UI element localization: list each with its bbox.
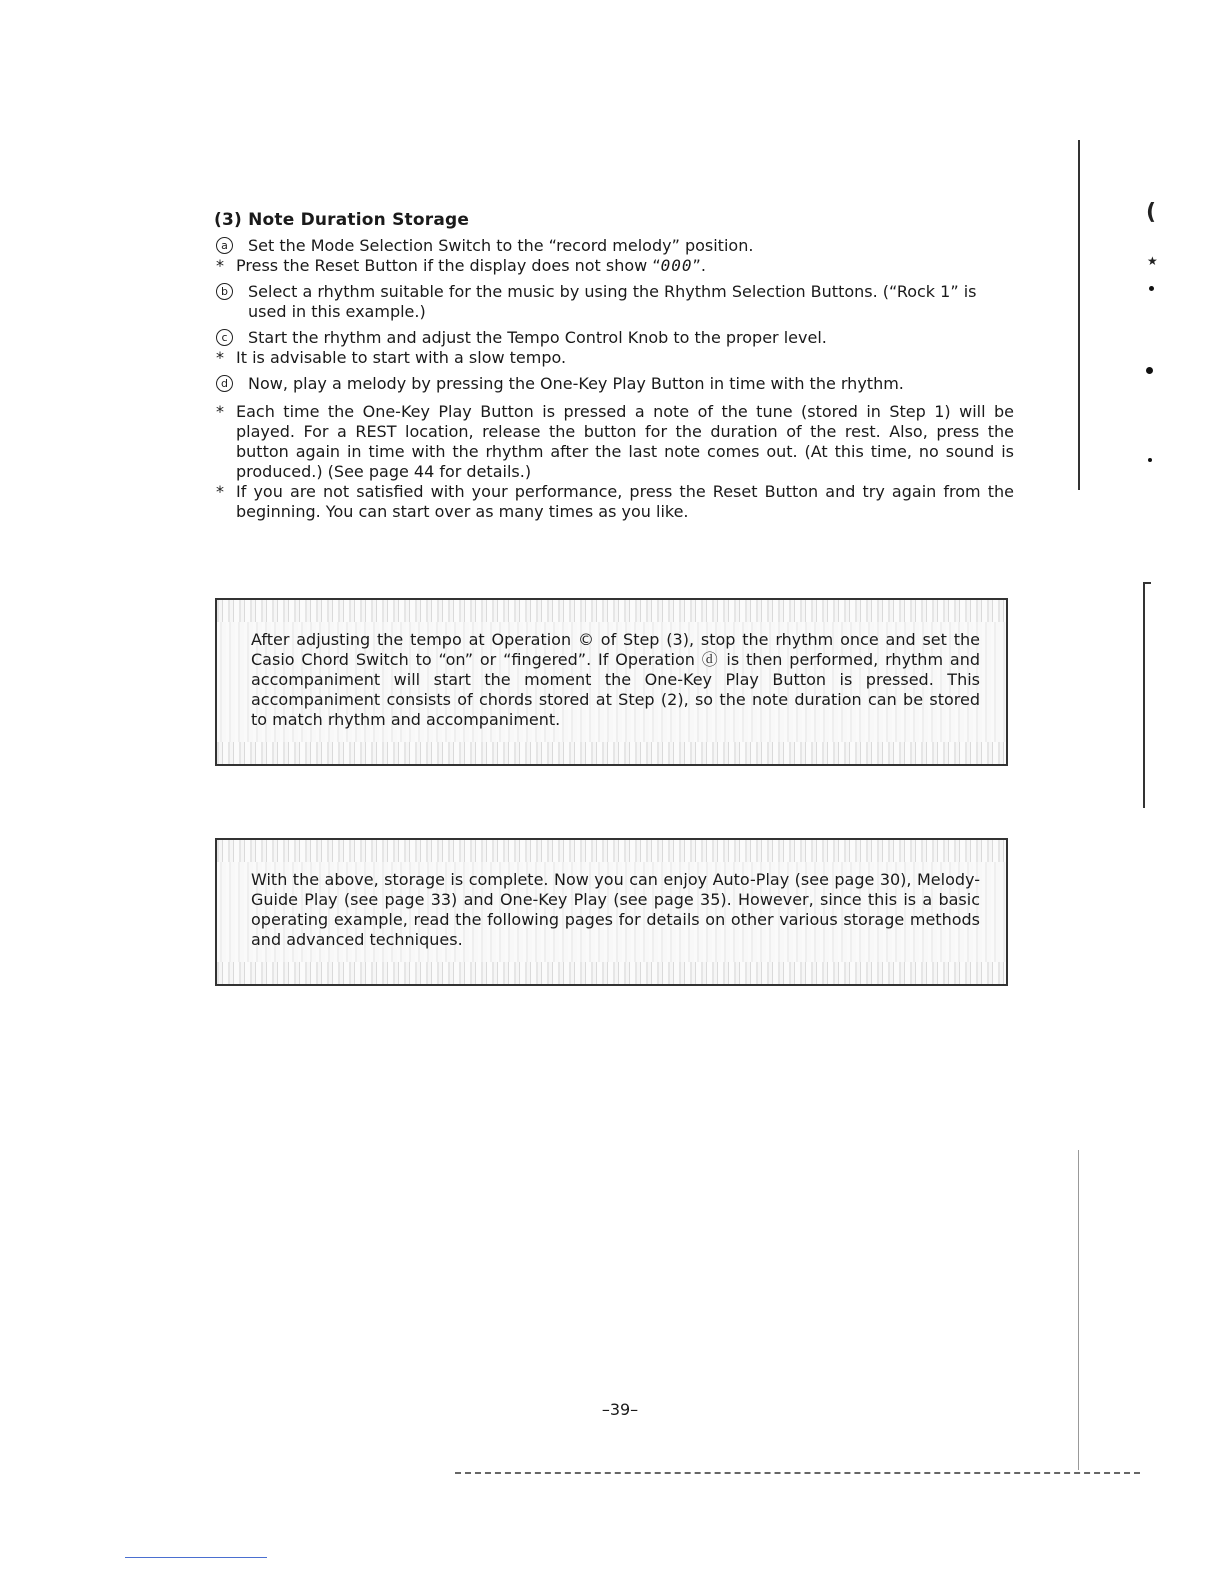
binding-edge-tick — [1143, 582, 1151, 584]
note-asterisk: * — [216, 402, 224, 421]
note-asterisk: * — [216, 256, 224, 275]
document-body — [214, 210, 1014, 522]
step-d-marker: d — [216, 375, 233, 392]
info-box-storage-complete — [215, 838, 1008, 986]
note-asterisk: * — [216, 348, 224, 367]
page-number: –39– — [601, 1400, 639, 1419]
note-not-satisfied-text: If you are not satisfied with your performance, press the Reset Button and try again from the beginning. You can start over as many times as you like. — [236, 482, 1014, 521]
margin-dot — [1148, 458, 1152, 462]
step-c — [214, 328, 1014, 348]
note-each-time-text: Each time the One-Key Play Button is pressed a note of the tune (stored in Step 1) will be played. For a REST location, release the button for the duration of the rest. Also, press the button again in time with the rhythm after the last note comes out. (At this time, no sound is produced.) (See page 44 for details.) — [236, 402, 1014, 481]
note-reset-before: Press the Reset Button if the display does not show “ — [236, 256, 661, 275]
info-box-storage-complete-text: With the above, storage is complete. Now you can enjoy Auto-Play (see page 30), Melody-Guide Play (see page 33) and One-Key Play (see page 35). However, since this is a basic operating example, read the following pages for details on other various storage methods and advanced techniques. — [251, 870, 980, 949]
display-readout: 000 — [660, 256, 693, 275]
info-box-casio-chord-text: After adjusting the tempo at Operation © of Step (3), stop the rhythm once and set the Casio Chord Switch to “on” or “fingered”. If Operation ⓓ is then performed, rhythm and accompaniment will start the moment the One-Key Play Button is pressed. This accompaniment consists of chords stored at Step (2), so the note duration can be stored to match rhythm and accompaniment. — [251, 630, 980, 729]
note-slow-tempo-text: It is advisable to start with a slow tempo. — [236, 348, 567, 367]
scan-noise — [217, 962, 1006, 984]
margin-dot — [1149, 286, 1154, 291]
step-d — [214, 374, 1014, 394]
section-title: (3) Note Duration Storage — [214, 210, 470, 230]
bottom-scan-rule — [455, 1472, 1140, 1474]
blue-underline — [125, 1557, 267, 1558]
margin-dot — [1146, 367, 1153, 374]
scan-noise — [217, 600, 1006, 622]
star-icon: ★ — [1147, 254, 1158, 268]
step-b-marker: b — [216, 283, 233, 300]
step-a-marker: a — [216, 237, 233, 254]
step-d-text: Now, play a melody by pressing the One-Key Play Button in time with the rhythm. — [248, 374, 904, 393]
scan-noise — [217, 840, 1006, 862]
binding-edge-rule — [1143, 582, 1145, 808]
step-b — [214, 282, 1014, 322]
step-b-text: Select a rhythm suitable for the music by using the Rhythm Selection Buttons. (“Rock 1” is used in this example.) — [248, 282, 977, 321]
info-box-casio-chord — [215, 598, 1008, 766]
note-asterisk: * — [216, 482, 224, 501]
binding-edge-rule — [1078, 140, 1080, 490]
step-c-marker: c — [216, 329, 233, 346]
note-slow-tempo — [214, 348, 1014, 368]
step-a-text: Set the Mode Selection Switch to the “record melody” position. — [248, 236, 754, 255]
note-reset-display — [214, 256, 1014, 276]
binding-edge-rule — [1078, 1150, 1079, 1470]
scan-noise — [217, 742, 1006, 764]
note-each-time — [214, 402, 1014, 482]
step-a — [214, 236, 1014, 256]
punch-hole-mark: ( — [1146, 200, 1157, 225]
note-reset-after: ”. — [692, 256, 706, 275]
step-c-text: Start the rhythm and adjust the Tempo Control Knob to the proper level. — [248, 328, 827, 347]
note-not-satisfied — [214, 482, 1014, 522]
